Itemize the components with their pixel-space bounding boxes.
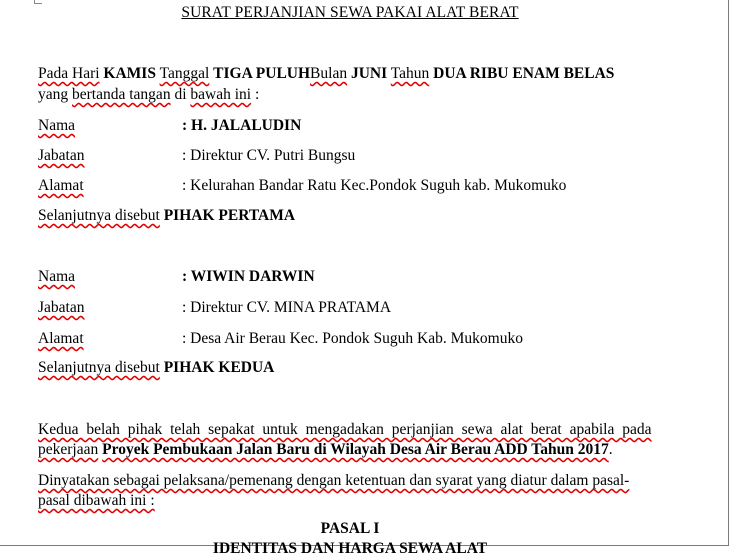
paragraph-1-pekerjaan: pekerjaan bbox=[38, 441, 99, 458]
intro-hari: KAMIS bbox=[103, 65, 156, 82]
pihak-pertama-alamat-label: Alamat bbox=[38, 177, 84, 194]
pihak-pertama-disebut-value: PIHAK PERTAMA bbox=[163, 207, 296, 224]
paragraph-2-line-1: Dinyatakan sebagai pelaksana/pemenang dengan ketentuan dan syarat yang diatur dalam pasal- bbox=[38, 472, 630, 489]
intro-bawah-ini: bawah ini bbox=[190, 86, 252, 103]
intro-word-tahun: Tahun bbox=[390, 65, 430, 82]
pihak-kedua-nama-value: : WIWIN DARWIN bbox=[182, 268, 315, 285]
paragraph-1-line-2 bbox=[38, 441, 613, 459]
pihak-kedua-disebut-prefix: Selanjutnya disebut bbox=[38, 359, 160, 376]
intro-bulan: JUNI bbox=[350, 65, 388, 82]
pasal-subtitle: IDENTITAS DAN HARGA SEWA ALAT bbox=[212, 540, 488, 557]
intro-line-1 bbox=[38, 65, 614, 83]
pihak-kedua-jabatan-label: Jabatan bbox=[38, 299, 85, 316]
document-title bbox=[0, 4, 700, 22]
paragraph-1-project-name: Proyek Pembukaan Jalan Baru di Wilayah Desa Air Berau ADD Tahun 2017 bbox=[102, 441, 609, 458]
intro-word-pada-hari: Pada Hari bbox=[38, 65, 100, 82]
intro-yang: yang bbox=[38, 86, 69, 103]
paragraph-1-line-1: Kedua belah pihak telah sepakat untuk mengadakan perjanjian sewa alat berat apabila pada bbox=[38, 421, 652, 438]
pihak-kedua-nama-label: Nama bbox=[38, 268, 76, 285]
intro-tanggal: TIGA PULUH bbox=[213, 65, 311, 82]
pasal-subtitle-cut bbox=[0, 540, 700, 557]
paragraph-2-line-2: pasal dibawah ini : bbox=[38, 492, 155, 509]
intro-colon: : bbox=[251, 86, 260, 103]
intro-di: di bbox=[170, 86, 191, 103]
pihak-pertama-nama-label: Nama bbox=[38, 117, 76, 134]
pihak-kedua-disebut-value: PIHAK KEDUA bbox=[163, 359, 275, 376]
pihak-kedua-jabatan-row bbox=[38, 299, 391, 317]
pihak-pertama-jabatan-value: : Direktur CV. Putri Bungsu bbox=[182, 147, 356, 164]
pihak-kedua-disebut-row bbox=[38, 359, 274, 377]
intro-word-tanggal: Tanggal bbox=[159, 65, 210, 82]
intro-word-bulan: Bulan bbox=[310, 65, 348, 82]
intro-line-2 bbox=[38, 86, 259, 104]
pihak-kedua-nama-row bbox=[38, 268, 315, 286]
pihak-pertama-alamat-row bbox=[38, 177, 566, 195]
pihak-kedua-alamat-row bbox=[38, 330, 523, 348]
pihak-pertama-alamat-value: : Kelurahan Bandar Ratu Kec.Pondok Suguh kab. Mukomuko bbox=[182, 177, 567, 194]
pihak-kedua-jabatan-value: : Direktur CV. MINA PRATAMA bbox=[182, 299, 392, 316]
pihak-pertama-jabatan-label: Jabatan bbox=[38, 147, 85, 164]
intro-tahun: DUA RIBU ENAM BELAS bbox=[433, 65, 615, 82]
pihak-kedua-alamat-label: Alamat bbox=[38, 330, 84, 347]
pihak-pertama-disebut-row bbox=[38, 207, 295, 225]
document-title-text: SURAT PERJANJIAN SEWA PAKAI ALAT BERAT bbox=[181, 4, 519, 21]
pihak-kedua-alamat-value: : Desa Air Berau Kec. Pondok Suguh Kab. Mukomuko bbox=[182, 330, 523, 347]
intro-bertanda-tangan: bertanda tangan bbox=[72, 86, 171, 103]
paragraph-1-period: . bbox=[608, 441, 613, 458]
pihak-pertama-disebut-prefix: Selanjutnya disebut bbox=[38, 207, 160, 224]
pihak-pertama-jabatan-row bbox=[38, 147, 355, 165]
pasal-heading: PASAL I bbox=[320, 520, 380, 537]
pihak-pertama-nama-row bbox=[38, 117, 301, 135]
pihak-pertama-nama-value: : H. JALALUDIN bbox=[182, 117, 302, 134]
